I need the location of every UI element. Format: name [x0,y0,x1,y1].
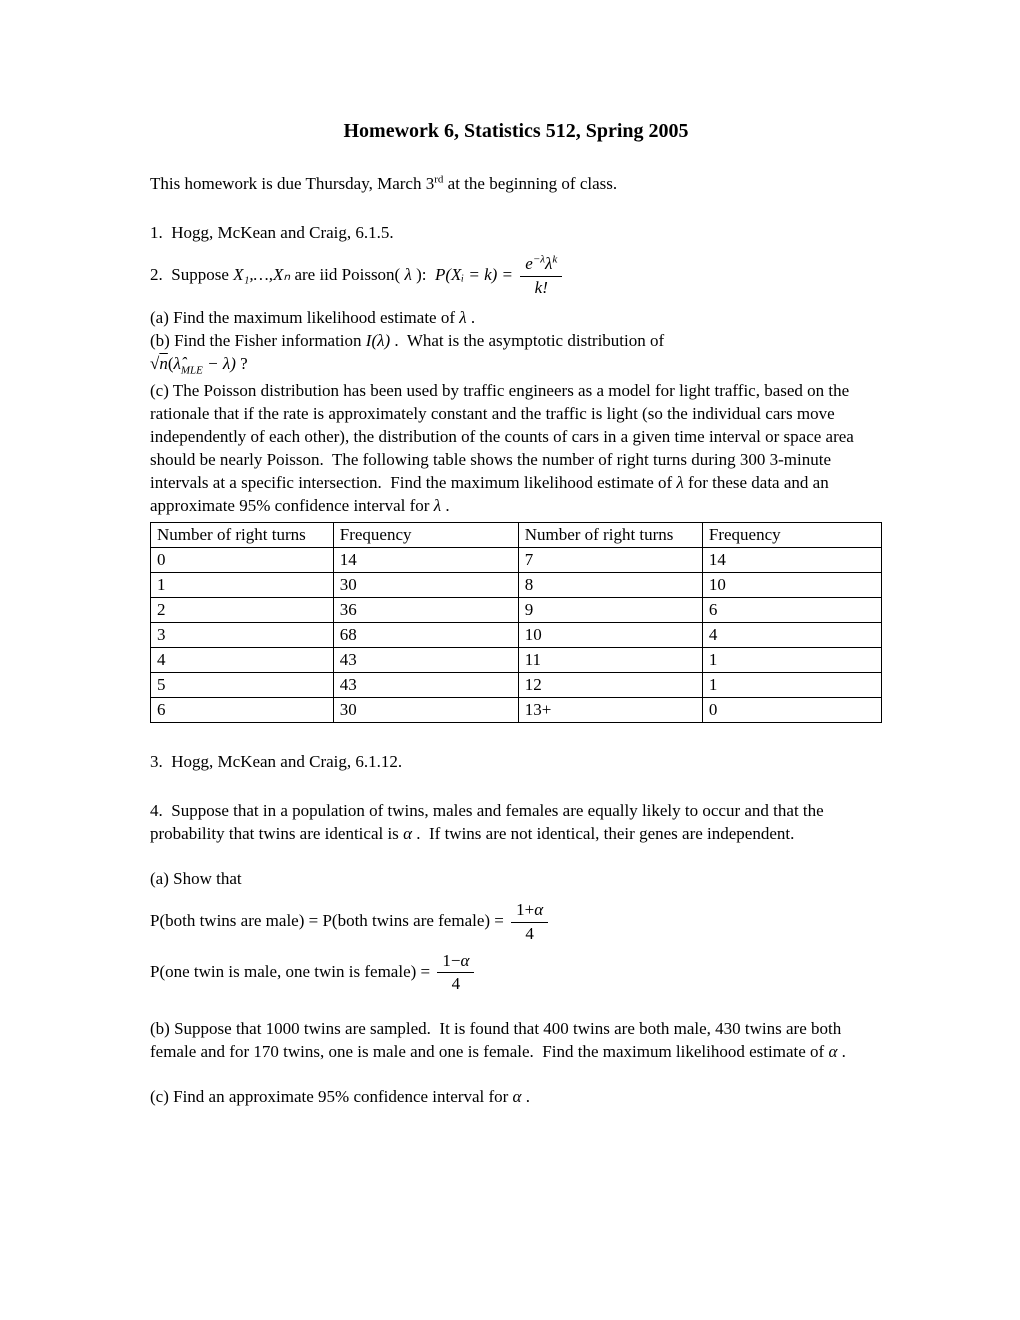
question-1: 1. Hogg, McKean and Craig, 6.1.5. [150,222,394,242]
alpha-symbol: α [828,1041,838,1061]
fraction-denominator: 4 [451,974,461,994]
lambda-symbol: λ [676,472,684,492]
table-cell: 43 [333,673,518,698]
lambda-symbol: λ [433,495,442,515]
minus-lambda-paren: − λ) [202,354,236,374]
table-cell: 10 [518,623,702,648]
column-header-frequency-left: Frequency [333,522,518,547]
alpha-symbol: α [460,950,470,970]
table-cell: 4 [151,648,334,673]
table-cell: 7 [518,547,702,572]
table-cell: 1 [151,572,334,597]
one-minus-alpha-fraction [437,952,474,994]
table-row [151,597,882,622]
table-cell: 8 [518,572,702,597]
table-cell: 36 [333,597,518,622]
table-cell: 1 [702,648,881,673]
ordinal-superscript: rd [434,173,444,186]
table-cell: 43 [333,648,518,673]
question-4c [150,1086,882,1109]
q2b-text-end: . What is the asymptotic distribution of [390,331,665,351]
table-cell: 0 [702,698,881,723]
lambda-symbol: λ [459,308,467,328]
question-4 [150,800,882,846]
formula-text: P(one twin is male, one twin is female) = [150,961,435,981]
q4c-period: . [521,1086,530,1106]
due-text-end: at the beginning of class. [443,174,618,193]
table-row [151,698,882,723]
q4c-text: (c) Find an approximate 95% confidence interval for [150,1086,513,1106]
formula-text: P(both twins are male) = P(both twins are female) = [150,911,509,931]
column-header-turns-left: Number of right turns [151,522,334,547]
table-cell: 10 [702,572,881,597]
fraction-numerator [437,952,474,974]
table-row [151,648,882,673]
lambda-symbol: λ [404,264,412,284]
prob-both-formula [150,899,882,945]
lambda-factor: λ [545,253,553,273]
k-exponent: k [552,253,558,266]
question-4a-label: (a) Show that [150,869,242,889]
fraction-numerator [511,901,548,923]
table-cell: 1 [702,673,881,698]
table-cell: 3 [151,623,334,648]
table-cell: 68 [333,623,518,648]
column-header-turns-right: Number of right turns [518,522,702,547]
alpha-symbol: α [534,900,544,920]
table-cell: 30 [333,698,518,723]
q4b-text: (b) Suppose that 1000 twins are sampled. It is found that 400 twins are both male, 430 twins are both female and for 170 twins, one is male and one is female. Find the maximum likelihood estimate of [150,1018,846,1061]
q2a-text: (a) Find the maximum likelihood estimate of [150,308,460,328]
table-cell: 14 [333,547,518,572]
lambda-hat: λ̂ [173,354,181,374]
table-row [151,572,882,597]
q2c-text-1: (c) The Poisson distribution has been used by traffic engineers as a model for light traffic, based on the rationale that if the rate is approximately constant and the traffic is light (so the individual cars move independently of each other), the distribution of the counts of cars in a given time interval or space area should be nearly Poisson. The following table shows the number of right turns during 300 3-minute intervals at a specific intersection. Find the maximum likelihood estimate of [150,381,859,492]
pmf-left-math: P(Xᵢ = k) = [435,264,518,284]
q2c-period: . [441,495,450,515]
q4b-period: . [837,1041,846,1061]
alpha-symbol: α [403,824,412,844]
table-cell: 0 [151,547,334,572]
page-title: Homework 6, Statistics 512, Spring 2005 [343,120,689,142]
fisher-information-math: I(λ) [365,331,391,351]
table-cell: 4 [702,623,881,648]
question-2c [150,380,882,518]
table-cell: 2 [151,597,334,622]
q4-text-2: . If twins are not identical, their genes are independent. [412,824,795,844]
question-3: 3. Hogg, McKean and Craig, 6.1.12. [150,752,403,772]
q2-text-1: 2. Suppose [150,264,234,284]
turns-frequency-table [150,522,882,724]
question-4b [150,1018,882,1064]
numerator-text: 1+ [516,900,535,920]
table-cell: 6 [151,698,334,723]
alpha-symbol: α [512,1086,522,1106]
table-cell: 11 [518,648,702,673]
x-sequence-math: X₁,…,Xₙ [233,264,291,284]
q2-text-2: are iid Poisson( [290,264,405,284]
sqrt-n: n [159,354,168,374]
asymptotic-expression [150,353,882,376]
paren-open: ( [167,354,174,374]
exponent-minus-lambda: −λ [532,253,546,266]
due-date-line [150,173,882,196]
mle-subscript: MLE [180,364,203,377]
fraction-numerator [520,255,562,277]
radical-sign: √ [150,354,160,374]
table-cell: 5 [151,673,334,698]
table-cell: 12 [518,673,702,698]
table-row [151,623,882,648]
table-cell: 14 [702,547,881,572]
q2a-period: . [466,308,476,328]
q2c-text-2: for these data and an approximate 95% confidence interval for [150,472,833,515]
fraction-denominator: 4 [525,923,534,943]
table-row [151,673,882,698]
table-cell: 30 [333,572,518,597]
due-text: This homework is due Thursday, March 3 [150,174,435,193]
q2-text-3: ): [411,264,435,284]
table-header-row [151,522,882,547]
numerator-text: 1− [442,950,461,970]
euler-e: e [525,253,533,273]
column-header-frequency-right: Frequency [702,522,881,547]
poisson-pmf-fraction [520,255,562,297]
q2b-text: (b) Find the Fisher information [150,331,366,351]
question-2 [150,253,882,299]
one-plus-alpha-fraction [511,901,548,943]
table-cell: 6 [702,597,881,622]
table-row [151,547,882,572]
table-cell: 9 [518,597,702,622]
question-2b [150,330,882,353]
prob-mixed-formula [150,950,882,996]
question-mark: ? [235,354,248,374]
q4-text-1: 4. Suppose that in a population of twins, males and females are equally likely to occur and that the probability that twins are identical is [150,801,828,844]
question-2a [150,307,882,330]
table-cell: 13+ [518,698,702,723]
fraction-denominator: k! [534,277,548,297]
